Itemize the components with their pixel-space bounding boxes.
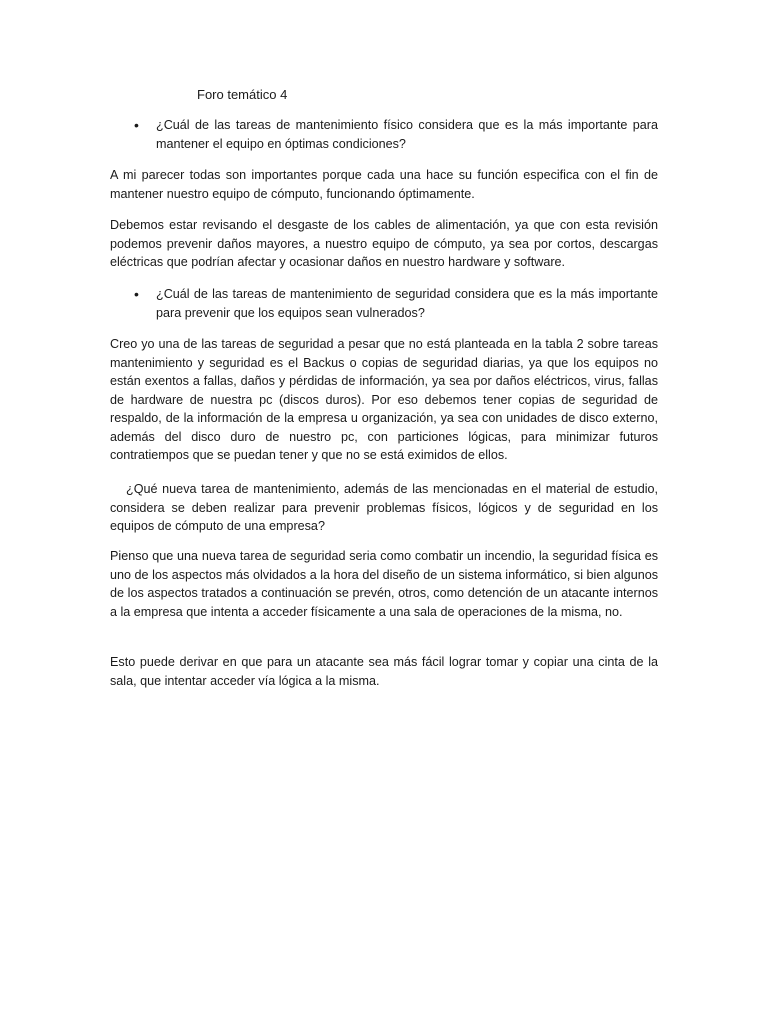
question-1-item <box>110 116 658 153</box>
bullet-icon: • <box>134 286 139 302</box>
question-2-text: ¿Cuál de las tareas de mantenimiento de seguridad considera que es la más importante para prevenir que los equipos sean vulnerados? <box>156 287 658 320</box>
answer-3b-paragraph: Esto puede derivar en que para un atacante sea más fácil lograr tomar y copiar una cinta de la sala, que intentar acceder vía lógica a la misma. <box>110 655 658 688</box>
question-3-paragraph: ¿Qué nueva tarea de mantenimiento, además de las mencionadas en el material de estudio, considera se deben realizar para prevenir problemas físicos, lógicos y de seguridad en los equipos de cómputo de una empresa? <box>110 482 658 533</box>
bullet-icon: • <box>134 117 139 133</box>
answer-3a-paragraph: Pienso que una nueva tarea de seguridad seria como combatir un incendio, la seguridad física es uno de los aspectos más olvidados a la hora del diseño de un sistema informático, si bien algunos de los aspectos tratados a continuación se prevén, otros, como detención de un atacante internos a la empresa que intenta a acceder físicamente a una sala de operaciones de la misma, no. <box>110 549 658 619</box>
document-title: Foro temático 4 <box>197 87 288 102</box>
answer-1b-paragraph: Debemos estar revisando el desgaste de los cables de alimentación, ya que con esta revisión podemos prevenir daños mayores, a nuestro equipo de cómputo, ya sea por cortos, descargas eléctricas que podrían afectar y ocasionar daños en nuestro hardware y software. <box>110 218 658 269</box>
answer-2-paragraph: Creo yo una de las tareas de seguridad a pesar que no está planteada en la tabla 2 sobre tareas mantenimiento y seguridad es el Backus o copias de seguridad diarias, ya que los equipos no están exentos a fallas, daños y pérdidas de información, ya sea por daños eléctricos, virus, fallas de hardware de nuestra pc (discos duros). Por eso debemos tener copias de seguridad de respaldo, de la información de la empresa u organización, ya sea con unidades de disco externo, además del disco duro de nuestro pc, con particiones lógicas, para minimizar futuros contratiempos que se puedan tener y que no se está eximidos de ellos. <box>110 337 658 462</box>
answer-1a-paragraph: A mi parecer todas son importantes porque cada una hace su función especifica con el fin de mantener nuestro equipo de cómputo, funcionando óptimamente. <box>110 168 658 201</box>
question-2-item <box>110 285 658 322</box>
question-1-text: ¿Cuál de las tareas de mantenimiento físico considera que es la más importante para mantener el equipo en óptimas condiciones? <box>156 118 658 151</box>
